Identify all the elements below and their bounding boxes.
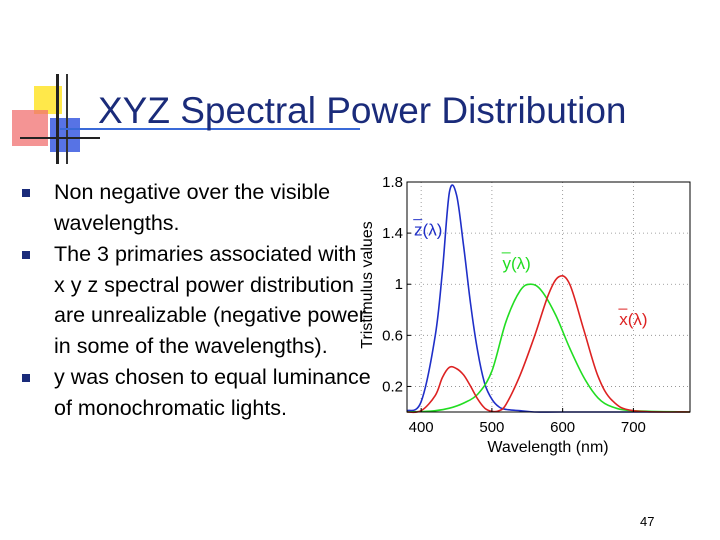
chart-y-axis-label: Tristimulus values <box>359 221 376 349</box>
x-tick-label: 600 <box>550 419 576 436</box>
x-tick-label: 700 <box>620 419 646 436</box>
plot-area-background <box>407 182 690 412</box>
bullet-text: The 3 primaries associated with x y z spectral power distribution are unrealizable (negative power in some of the wavelengths). <box>54 242 366 358</box>
x-tick-label: 400 <box>408 419 434 436</box>
y-tick-label: 0.6 <box>382 327 403 345</box>
page-number: 47 <box>640 514 655 529</box>
y-tick-label: 1.8 <box>382 174 403 191</box>
x-tick-label: 500 <box>479 419 505 436</box>
y-tick-label: 1 <box>394 276 403 294</box>
series-label: y(λ) <box>502 253 531 273</box>
series-label: z(λ) <box>414 220 443 240</box>
bullet-text: y was chosen to equal luminance of monochromatic lights. <box>54 365 371 420</box>
bullet-text: Non negative over the visible wavelengths. <box>54 180 331 235</box>
chart-x-axis-label: Wavelength (nm) <box>487 439 609 456</box>
slide-title: XYZ Spectral Power Distribution <box>98 90 627 131</box>
series-label: x(λ) <box>619 310 648 330</box>
y-tick-label: 0.2 <box>382 378 403 396</box>
y-tick-label: 1.4 <box>382 225 403 243</box>
